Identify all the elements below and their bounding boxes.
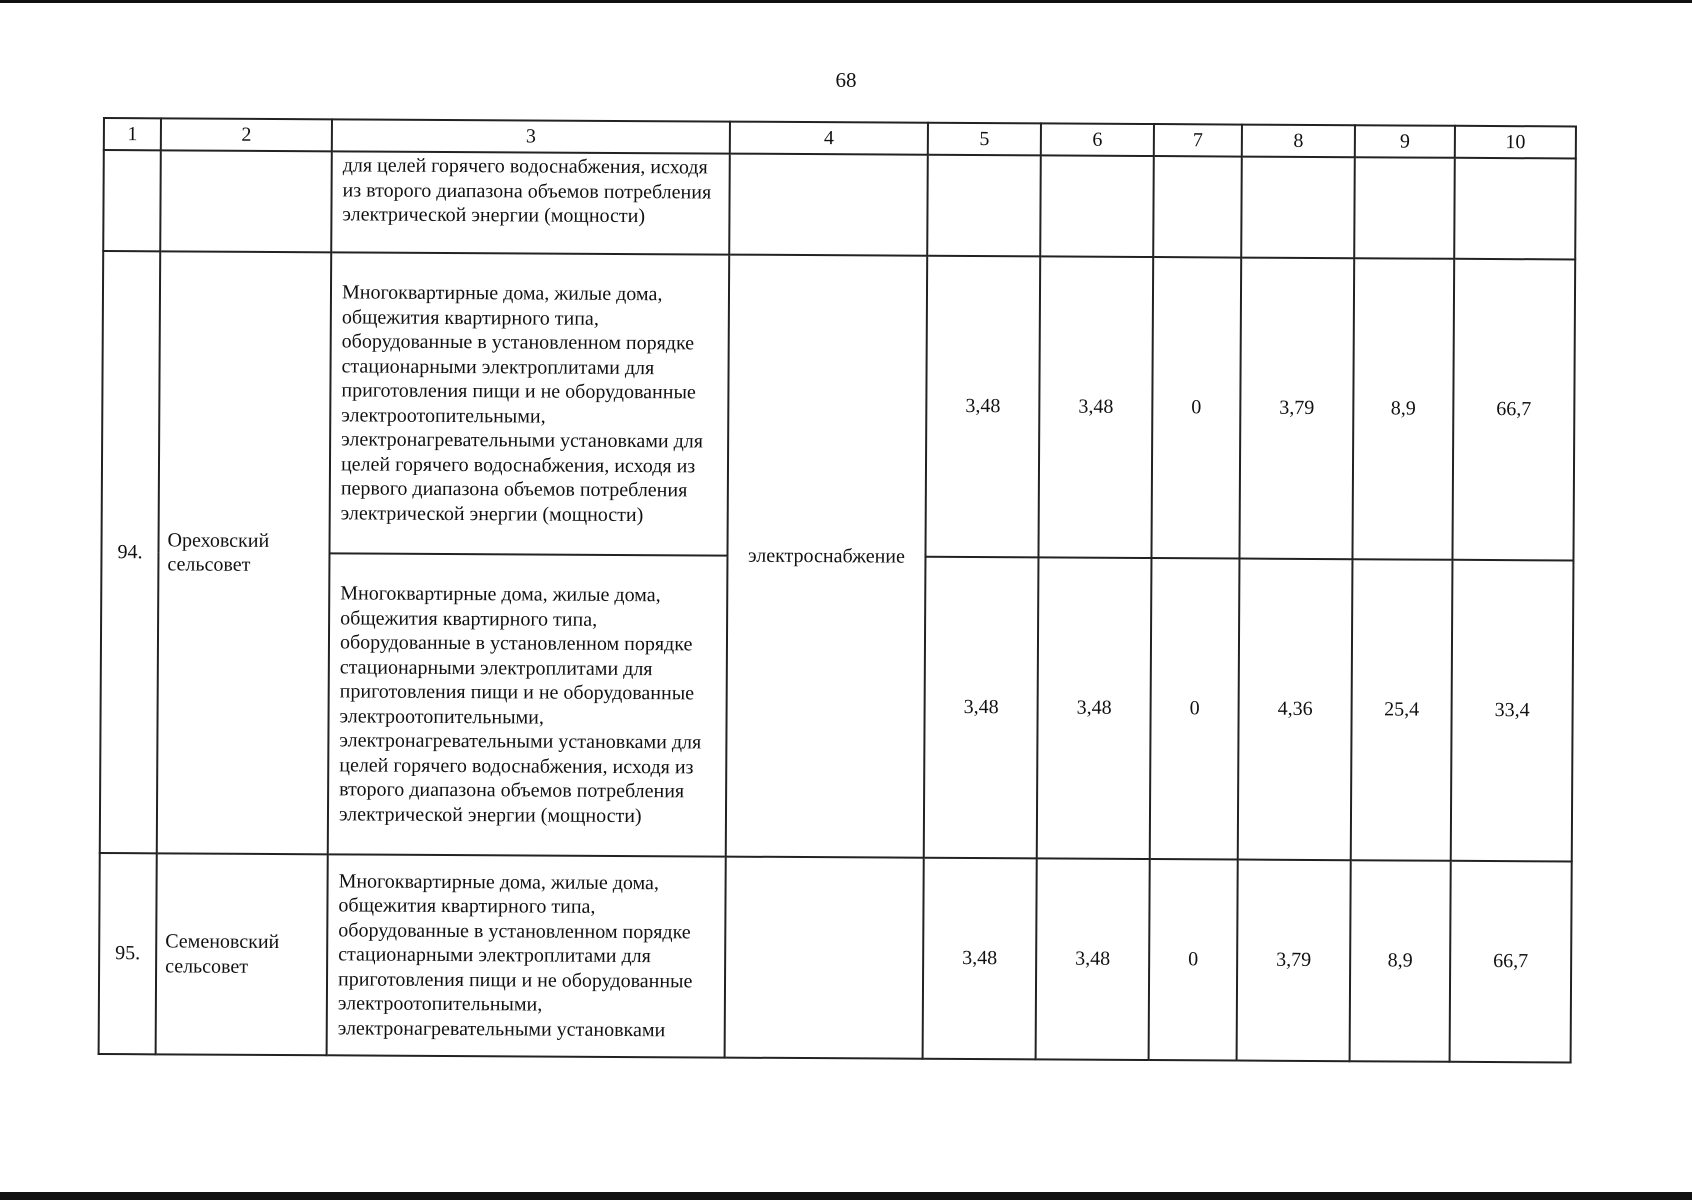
value-col-5: 3,48 <box>925 256 1040 558</box>
column-header-1: 1 <box>104 118 161 150</box>
value-col-6: 3,48 <box>1037 557 1152 859</box>
value-col-5: 3,48 <box>923 858 1037 1060</box>
row-number: 95. <box>99 853 157 1054</box>
column-header-9: 9 <box>1355 125 1455 158</box>
municipality-name: Ореховский сельсовет <box>157 251 331 854</box>
cell-empty <box>927 155 1041 257</box>
tariff-table <box>98 117 1577 1063</box>
cell-empty <box>1354 157 1455 259</box>
column-header-6: 6 <box>1041 123 1154 156</box>
cell-empty <box>1241 157 1355 259</box>
cell-empty <box>1454 158 1576 260</box>
column-header-5: 5 <box>928 123 1041 156</box>
value-col-8: 4,36 <box>1238 559 1353 861</box>
consumer-category-description: Многоквартирные дома, жилые дома, общежития квартирного типа, оборудованные в установленном порядке стационарными электроплитами для приготовления пищи и не оборудованные электроотопительными, электронагревательными установками <box>327 854 726 1057</box>
value-col-6: 3,48 <box>1036 858 1150 1060</box>
value-col-10: 33,4 <box>1451 560 1574 862</box>
value-col-6: 3,48 <box>1038 256 1153 558</box>
value-col-9: 8,9 <box>1352 258 1454 560</box>
value-col-8: 3,79 <box>1239 258 1354 560</box>
value-col-9: 8,9 <box>1350 860 1451 1062</box>
column-header-10: 10 <box>1455 126 1576 159</box>
column-header-4: 4 <box>730 122 928 155</box>
consumer-category-description: для целей горячего водоснабжения, исходя из второго диапазона объемов потребления электрической энергии (мощности) <box>331 151 730 254</box>
cell-empty <box>103 150 161 251</box>
value-col-5: 3,48 <box>924 557 1039 859</box>
value-col-7: 0 <box>1149 859 1238 1061</box>
value-col-10: 66,7 <box>1450 861 1572 1063</box>
cell-empty <box>729 154 928 256</box>
value-col-10: 66,7 <box>1452 259 1575 561</box>
scan-edge-bottom <box>0 1192 1692 1200</box>
column-header-7: 7 <box>1154 124 1242 157</box>
row-number: 94. <box>100 251 160 853</box>
value-col-9: 25,4 <box>1351 559 1453 861</box>
cell-empty <box>160 150 332 252</box>
value-col-7: 0 <box>1150 558 1240 860</box>
column-header-8: 8 <box>1242 125 1355 158</box>
value-col-7: 0 <box>1151 257 1241 559</box>
table-row <box>99 853 1572 1062</box>
municipality-name: Семеновский сельсовет <box>156 853 328 1055</box>
column-header-2: 2 <box>161 118 332 151</box>
page-number: 68 <box>835 68 857 92</box>
service-type: электроснабжение <box>726 255 927 858</box>
cell-empty <box>1040 155 1154 257</box>
table-row <box>101 251 1575 560</box>
scan-edge-top <box>0 0 1692 3</box>
value-col-8: 3,79 <box>1237 860 1351 1062</box>
cell-empty <box>1153 156 1242 258</box>
column-header-3: 3 <box>332 119 730 153</box>
service-type <box>725 857 924 1059</box>
table-row-continuation <box>103 150 1576 259</box>
consumer-category-description: Многоквартирные дома, жилые дома, общежития квартирного типа, оборудованные в установленном порядке стационарными электроплитами для приготовления пищи и не оборудованные электроотопительными, электронагревательными установками для целей горячего водоснабжения, исходя из первого диапазона объемов потребления электрической энергии (мощности) <box>329 252 729 555</box>
consumer-category-description: Многоквартирные дома, жилые дома, общежития квартирного типа, оборудованные в установленном порядке стационарными электроплитами для приготовления пищи и не оборудованные электроотопительными, электронагревательными установками для целей горячего водоснабжения, исходя из второго диапазона объемов потребления электрической энергии (мощности) <box>328 553 728 856</box>
